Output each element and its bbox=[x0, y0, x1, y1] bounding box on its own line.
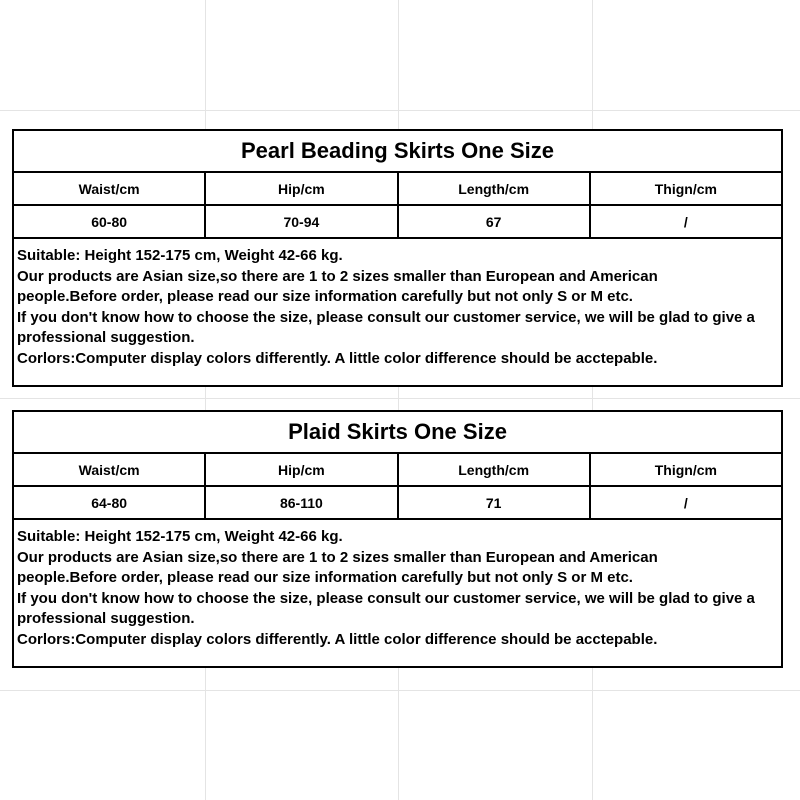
note-line: If you don't know how to choose the size, please consult our customer service, we will be glad to give a bbox=[17, 308, 755, 326]
note-line: people.Before order, please read our size information carefully but not only S or M etc. bbox=[17, 288, 633, 305]
header-thigh: Thign/cm bbox=[654, 180, 717, 197]
table-title: Plaid Skirts One Size bbox=[14, 412, 781, 454]
size-chart-plaid bbox=[12, 410, 783, 668]
note-line: Our products are Asian size,so there are 1 to 2 sizes smaller than European and American bbox=[17, 548, 658, 566]
header-length: Length/cm bbox=[399, 173, 591, 204]
note-line: professional suggestion. bbox=[17, 329, 195, 346]
header-length: Length/cm bbox=[399, 454, 591, 485]
header-waist: Waist/cm bbox=[14, 173, 206, 204]
note-line: Our products are Asian size,so there are 1 to 2 sizes smaller than European and American bbox=[17, 267, 658, 285]
header-row bbox=[14, 454, 781, 487]
note-line: people.Before order, please read our size information carefully but not only S or M etc. bbox=[17, 569, 633, 586]
header-hip: Hip/cm bbox=[206, 454, 398, 485]
value-length: 71 bbox=[399, 487, 591, 518]
value-waist: 60-80 bbox=[14, 206, 206, 237]
header-waist: Waist/cm bbox=[14, 454, 206, 485]
note-line: If you don't know how to choose the size, please consult our customer service, we will be glad to give a bbox=[17, 589, 755, 607]
value-waist: 64-80 bbox=[14, 487, 206, 518]
note-line: Corlors:Computer display colors differently. A little color difference should be acctepable. bbox=[17, 349, 658, 367]
table-title: Pearl Beading Skirts One Size bbox=[14, 131, 781, 173]
note-line: professional suggestion. bbox=[17, 610, 195, 627]
note-line: Corlors:Computer display colors differently. A little color difference should be acctepable. bbox=[17, 630, 658, 648]
header-hip: Hip/cm bbox=[206, 173, 398, 204]
value-row bbox=[14, 487, 781, 520]
value-thigh: / bbox=[683, 494, 688, 511]
value-thigh: / bbox=[683, 213, 688, 230]
header-row bbox=[14, 173, 781, 206]
value-length: 67 bbox=[399, 206, 591, 237]
note-line: Suitable: Height 152-175 cm, Weight 42-66 kg. bbox=[17, 528, 343, 545]
value-hip: 86-110 bbox=[206, 487, 398, 518]
value-row bbox=[14, 206, 781, 239]
size-notes bbox=[14, 239, 781, 369]
note-line: Suitable: Height 152-175 cm, Weight 42-66 kg. bbox=[17, 247, 343, 264]
header-thigh: Thign/cm bbox=[654, 461, 717, 478]
size-chart-pearl-beading bbox=[12, 129, 783, 387]
size-notes bbox=[14, 520, 781, 650]
value-hip: 70-94 bbox=[206, 206, 398, 237]
